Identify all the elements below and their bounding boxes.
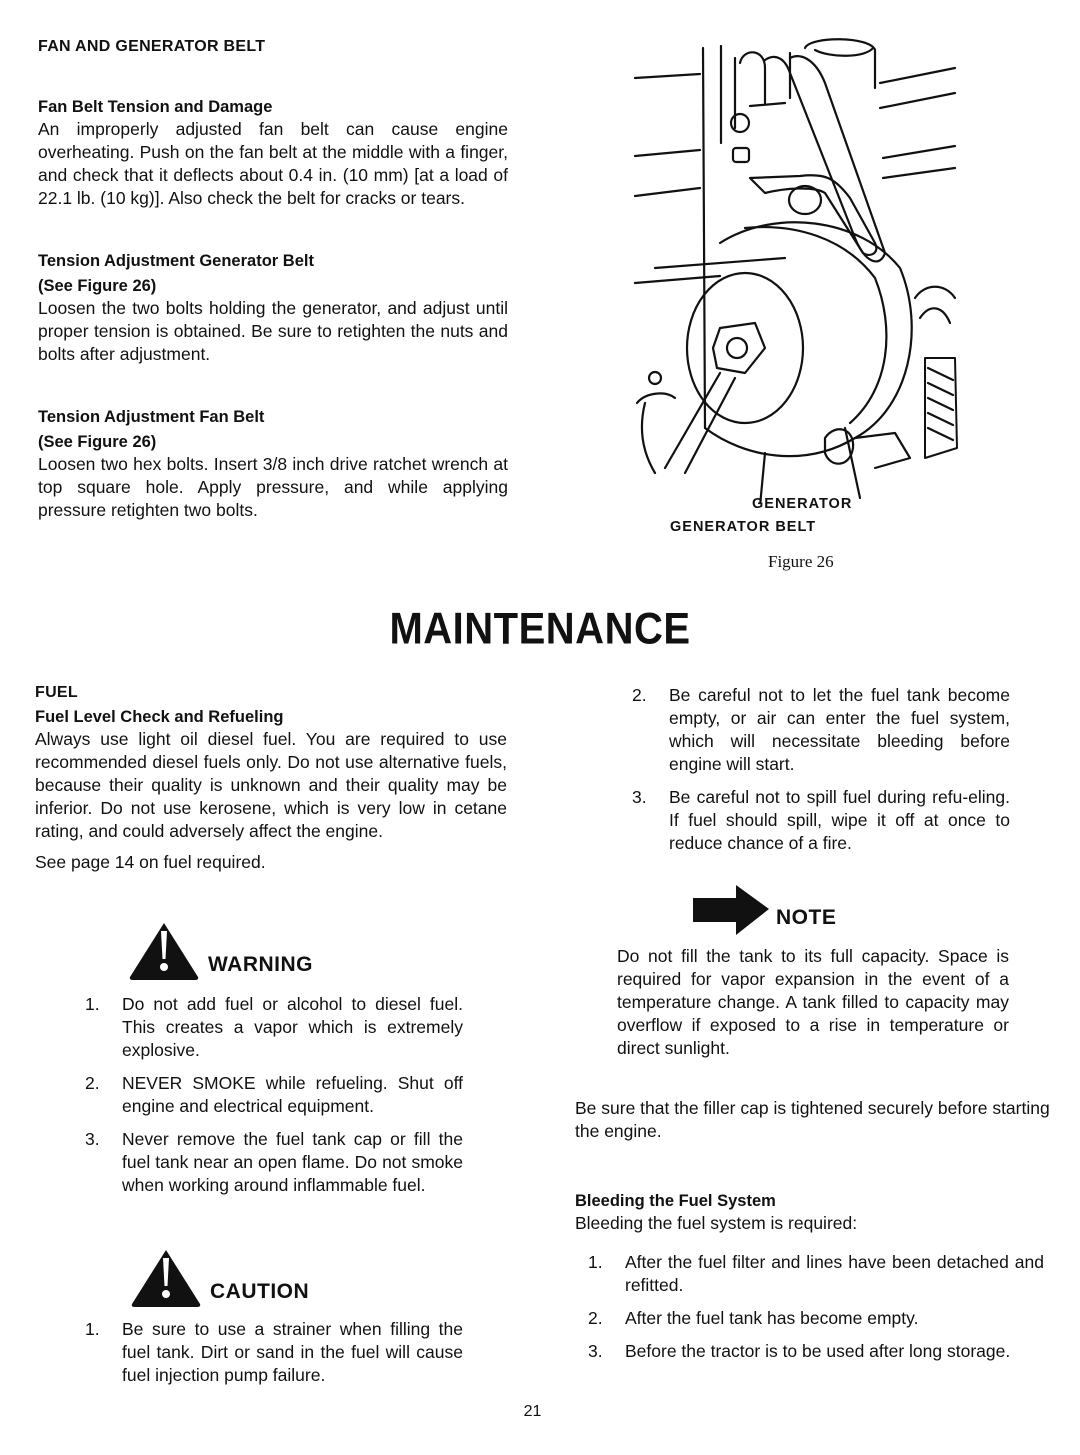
page-number: 21 (523, 1403, 542, 1420)
list-item: 1. After the fuel filter and lines have been detached and refitted. (588, 1252, 1044, 1295)
warning-triangle-icon (128, 921, 200, 981)
paragraph-tension-damage: An improperly adjusted fan belt can cause engine overheating. Push on the fan belt at the middle with a finger, and check that it deflects about 0.4 in. (10 mm) [at a load of 22.1 lb. (10 kg)]. Also check the belt for cracks or tears. (38, 119, 508, 208)
figure-label-generator: GENERATOR (752, 496, 853, 512)
warning-label: WARNING (208, 953, 313, 976)
bleeding-intro: Bleeding the fuel system is required: (575, 1213, 858, 1233)
see-figure-ref: (See Figure 26) (38, 277, 157, 295)
caution-sign (130, 1248, 309, 1308)
arrow-right-icon (692, 884, 770, 936)
list-item: 3. Be careful not to spill fuel during refu-eling. If fuel should spill, wipe it off at once to reduce chance of a fire. (632, 787, 1010, 853)
list-item: 3. Never remove the fuel tank cap or fill the fuel tank near an open flame. Do not smoke when working around inflammable fuel. (85, 1129, 463, 1195)
figure-26-illustration (625, 28, 965, 503)
paragraph-fuel: Always use light oil diesel fuel. You are required to use recommended diesel fuels only. Do not use alternative fuels, because their quality is unknown and their quality may be inferior. Do not use kerosene, which is very low in cetane rating, and could adversely affect the engine. (35, 729, 507, 841)
list-item: 2. NEVER SMOKE while refueling. Shut off engine and electrical equipment. (85, 1073, 463, 1116)
list-item: 1. Be sure to use a strainer when filling the fuel tank. Dirt or sand in the fuel will cause fuel injection pump failure. (85, 1319, 463, 1385)
caution-triangle-icon (130, 1248, 202, 1308)
generator-illustration-icon (625, 28, 965, 503)
page-title: MAINTENANCE (389, 604, 691, 654)
subheading-fuel-level: Fuel Level Check and Refueling (35, 708, 284, 726)
figure-label-generator-belt: GENERATOR BELT (670, 519, 817, 535)
see-figure-ref: (See Figure 26) (38, 433, 157, 451)
warning-list (85, 993, 463, 1207)
caution-label: CAUTION (210, 1280, 310, 1303)
caution-list-continued (632, 684, 1010, 865)
fuel-section (35, 682, 507, 874)
note-label: NOTE (776, 906, 837, 929)
paragraph-generator-adjust: Loosen the two bolts holding the generator, and adjust until proper tension is obtained. Be sure to retighten the nuts and bolts after adjustment. (38, 298, 508, 364)
fan-belt-section (38, 36, 508, 522)
note-body: Do not fill the tank to its full capacity. Space is required for vapor expansion in the event of a temperature change. A tank filled to capacity may overflow if exposed to a rise in temperature or direct sunlight. (617, 946, 1009, 1058)
section-heading-fuel: FUEL (35, 684, 78, 701)
list-item: 2. Be careful not to let the fuel tank become empty, or air can enter the fuel system, which will necessitate bleeding before engine will start. (632, 685, 1010, 774)
note-sign (692, 884, 836, 936)
filler-cap-paragraph: Be sure that the filler cap is tightened securely before starting the engine. (575, 1098, 1050, 1141)
list-item: 2. After the fuel tank has become empty. (588, 1308, 919, 1328)
subheading-tension-damage: Fan Belt Tension and Damage (38, 98, 273, 116)
bleeding-list (588, 1251, 1044, 1373)
see-page-ref: See page 14 on fuel required. (35, 852, 266, 872)
caution-list (85, 1318, 463, 1397)
section-heading-fan-belt: FAN AND GENERATOR BELT (38, 38, 266, 55)
figure-caption: Figure 26 (768, 552, 834, 571)
list-item: 3. Before the tractor is to be used after long storage. (588, 1341, 1011, 1361)
subheading-fan-adjust: Tension Adjustment Fan Belt (38, 408, 265, 426)
subheading-generator-adjust: Tension Adjustment Generator Belt (38, 252, 314, 270)
paragraph-fan-adjust: Loosen two hex bolts. Insert 3/8 inch drive ratchet wrench at top square hole. Apply pressure, and while applying pressure retighten two bolts. (38, 454, 508, 520)
list-item: 1. Do not add fuel or alcohol to diesel fuel. This creates a vapor which is extremely explosive. (85, 994, 463, 1060)
subheading-bleeding: Bleeding the Fuel System (575, 1192, 776, 1210)
warning-sign (128, 921, 313, 981)
bleeding-section (575, 1190, 1047, 1235)
